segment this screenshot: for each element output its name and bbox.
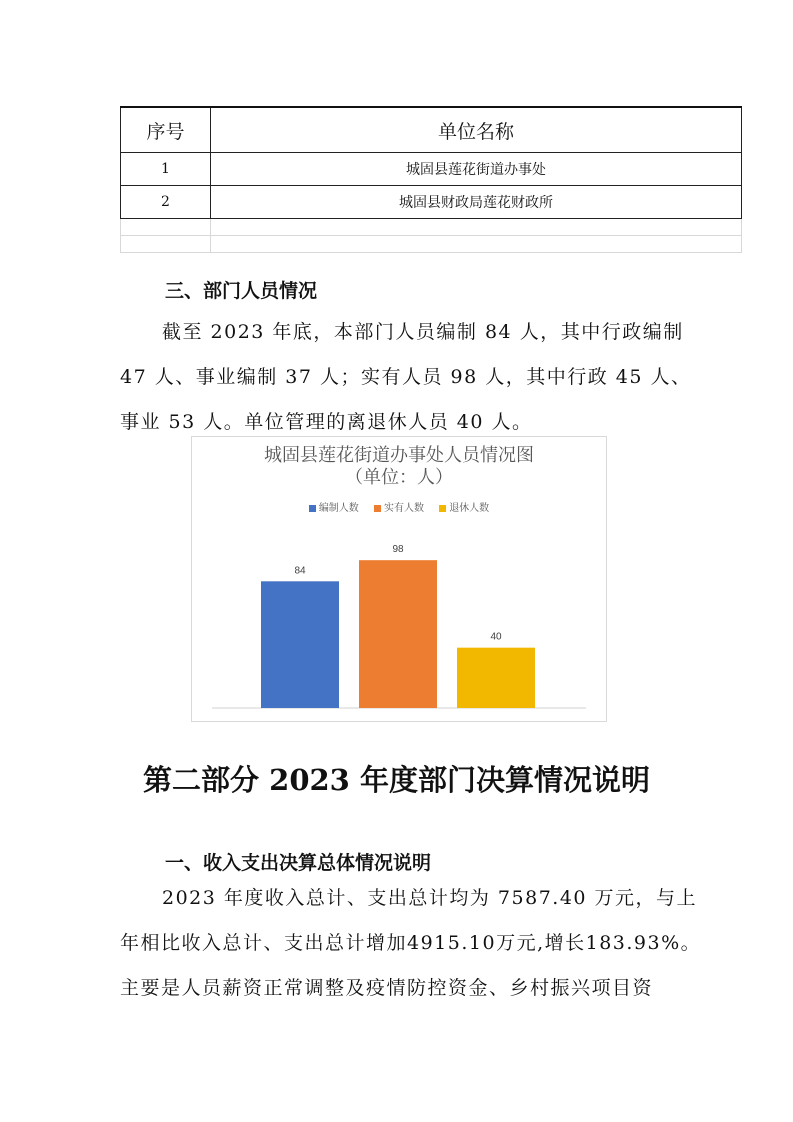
legend-label: 退休人数: [449, 503, 490, 514]
income-paragraph: [120, 876, 702, 1011]
section-heading-staff: 三、部门人员情况: [165, 280, 318, 302]
chart-title: 城固县莲花街道办事处人员情况图: [264, 445, 534, 466]
row-name: 城固县莲花街道办事处: [211, 153, 742, 186]
bar-1: [261, 581, 339, 708]
section-heading-income: 一、收入支出决算总体情况说明: [165, 852, 432, 874]
table-header-row: [121, 107, 742, 153]
table-row-empty: [121, 236, 742, 253]
paragraph-line: 截至 2023 年底，本部门人员编制 84 人，其中行政编制: [162, 321, 684, 343]
data-label-3: 40: [490, 631, 502, 643]
paragraph-line: 2023 年度收入总计、支出总计均为 7587.40 万元，与上: [162, 887, 698, 909]
paragraph-line: 年相比收入总计、支出总计增加4915.10万元,增长183.93%。: [120, 932, 702, 954]
paragraph-line: 47 人、事业编制 37 人；实有人员 98 人，其中行政 45 人、: [120, 366, 692, 388]
paragraph-line: 事业 53 人。单位管理的离退休人员 40 人。: [120, 411, 533, 433]
row-name: 城固县财政局莲花财政所: [211, 186, 742, 219]
chart-subtitle: （单位：人）: [345, 467, 453, 488]
data-label-2: 98: [392, 544, 404, 556]
legend-label: 实有人数: [384, 503, 424, 514]
unit-table: [120, 106, 742, 253]
paragraph-line: 主要是人员薪资正常调整及疫情防控资金、乡村振兴项目资: [120, 977, 654, 999]
bar-3: [457, 648, 535, 708]
part-title: 第二部分 2023 年度部门决算情况说明: [143, 763, 650, 797]
staff-paragraph: [120, 310, 692, 445]
row-no: 1: [121, 153, 211, 186]
table-row: [121, 186, 742, 219]
staff-chart: [191, 436, 607, 722]
bar-2: [359, 560, 437, 708]
table-row-empty: [121, 219, 742, 236]
table-row: [121, 153, 742, 186]
column-header-name: 单位名称: [211, 107, 742, 153]
data-label-1: 84: [294, 565, 306, 577]
column-header-no: 序号: [121, 107, 211, 153]
row-no: 2: [121, 186, 211, 219]
legend-label: 编制人数: [318, 503, 359, 514]
chart-plot: [192, 437, 606, 721]
